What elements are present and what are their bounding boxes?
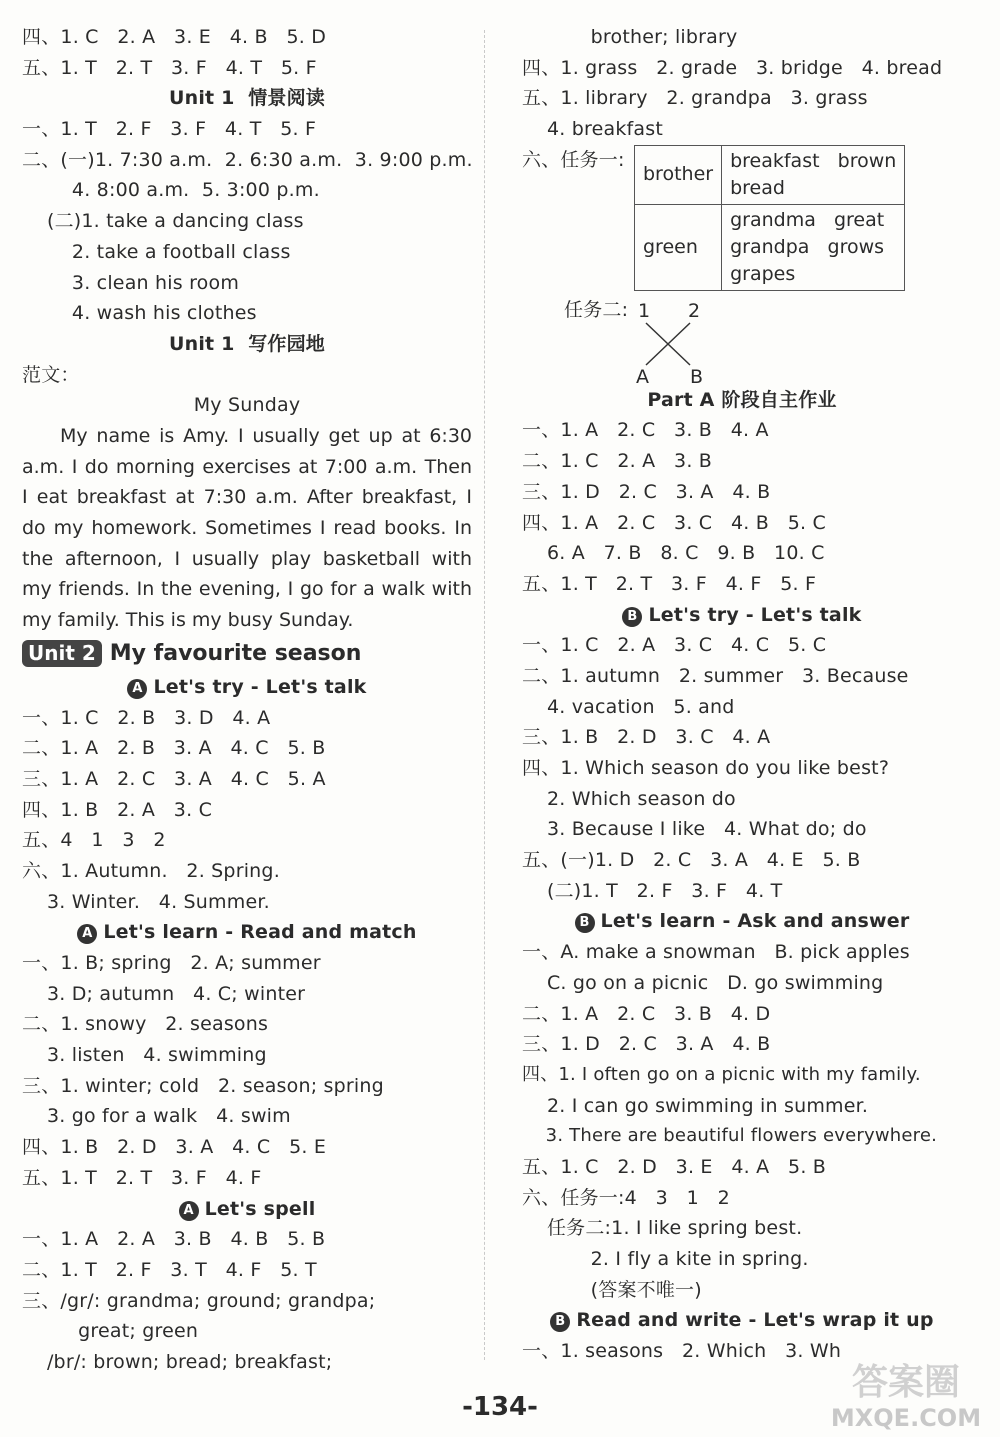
task1-label: 六、任务一: — [522, 148, 625, 171]
answer-line: 二、1. autumn 2. summer 3. Because — [522, 664, 909, 687]
section-title: Read and write - Let's wrap it up — [576, 1309, 934, 1332]
answer-line: 四、1. grass 2. grade 3. bridge 4. bread — [522, 56, 943, 79]
watermark-line2: MXQE.COM — [830, 1404, 982, 1432]
left-column — [22, 22, 472, 1378]
answer-line: 六、1. Autumn. 2. Spring. — [22, 859, 280, 882]
table-row — [635, 204, 905, 290]
match-diagram — [522, 295, 962, 385]
answer-line: 2. I can go swimming in summer. — [522, 1094, 869, 1117]
answer-line: /br/: brown; bread; breakfast; — [22, 1350, 333, 1373]
match-bottom-b: B — [690, 365, 704, 385]
page-number: -134- — [462, 1392, 538, 1422]
table-words-cell — [722, 145, 905, 204]
answer-line: 3. clean his room — [22, 271, 240, 294]
section-letter-icon: B — [575, 913, 595, 933]
answer-line: 一、1. seasons 2. Which 3. Wh — [522, 1340, 842, 1363]
section-title: Let's learn - Ask and answer — [600, 910, 910, 933]
answer-line: 4. breakfast — [522, 118, 663, 141]
table-key-cell: brother — [635, 145, 722, 204]
match-lines-graphic — [522, 295, 962, 385]
answer-line: 六、任务一:4 3 1 2 — [522, 1186, 730, 1209]
word-line: grandma great — [730, 208, 885, 231]
answer-line: 6. A 7. B 8. C 9. B 10. C — [522, 542, 825, 565]
section-heading-parta: Part A 阶段自主作业 — [647, 388, 837, 411]
word-line: bread — [730, 176, 785, 199]
section-letter-icon: B — [622, 607, 642, 627]
section-title: Let's try - Let's talk — [153, 675, 367, 698]
answer-line: 四、1. B 2. D 3. A 4. C 5. E — [22, 1136, 327, 1159]
section-heading — [22, 1194, 472, 1225]
essay-title: My Sunday — [193, 394, 301, 417]
section-title: Let's try - Let's talk — [648, 603, 862, 626]
section-heading-reading: Unit 1 情景阅读 — [168, 87, 325, 110]
answer-line: (答案不唯一) — [522, 1278, 702, 1301]
answer-line: 3. go for a walk 4. swim — [22, 1105, 291, 1128]
answer-line: 二、1. A 2. C 3. B 4. D — [522, 1002, 771, 1025]
match-bottom-a: A — [636, 365, 649, 385]
answer-line: 四、1. A 2. C 3. C 4. B 5. C — [522, 511, 826, 534]
answer-line: 四、1. I often go on a picnic with my family. — [522, 1063, 921, 1085]
answer-line: 五、1. T 2. T 3. F 4. F 5. F — [522, 572, 817, 595]
task2-label: 任务二: — [564, 298, 629, 321]
watermark-line1: 答案圈 — [851, 1362, 961, 1403]
sample-label: 范文： — [22, 363, 80, 386]
answer-line: 一、1. C 2. B 3. D 4. A — [22, 706, 271, 729]
section-heading — [522, 1305, 962, 1336]
answer-line: 3. Because I like 4. What do; do — [522, 818, 867, 841]
section-heading — [22, 672, 472, 703]
word-line: grandpa grows — [730, 235, 885, 258]
answer-line: (二)1. T 2. F 3. F 4. T — [522, 879, 783, 902]
answer-line: 五、1. T 2. T 3. F 4. F — [22, 1166, 262, 1189]
answer-line: 二、(一)1. 7:30 a.m. 2. 6:30 a.m. 3. 9:00 p.m. — [22, 148, 473, 171]
section-heading — [522, 906, 962, 937]
section-heading-writing: Unit 1 写作园地 — [168, 332, 325, 355]
answer-line: great; green — [22, 1320, 199, 1343]
task1-block — [522, 145, 962, 295]
answer-line: 一、1. C 2. A 3. C 4. C 5. C — [522, 634, 827, 657]
answer-line: 一、1. A 2. C 3. B 4. A — [522, 419, 769, 442]
answer-line: 三、1. winter; cold 2. season; spring — [22, 1074, 384, 1097]
word-line: grapes — [730, 262, 796, 285]
answer-line: 4. 8:00 a.m. 5. 3:00 p.m. — [22, 179, 320, 202]
section-heading — [522, 600, 962, 631]
table-row — [635, 145, 905, 204]
section-letter-icon: A — [127, 679, 147, 699]
section-title: Let's spell — [204, 1197, 316, 1220]
unit2-header — [22, 636, 472, 672]
answer-line: 五、(一)1. D 2. C 3. A 4. E 5. B — [522, 849, 861, 872]
answer-line: 四、1. B 2. A 3. C — [22, 798, 213, 821]
answer-line: 三、1. D 2. C 3. A 4. B — [522, 1033, 771, 1056]
answer-line: 三、/gr/: grandma; ground; grandpa; — [22, 1289, 376, 1312]
essay-body — [22, 421, 472, 636]
answer-line: 一、1. B; spring 2. A; summer — [22, 952, 321, 975]
answer-line: 2. take a football class — [22, 240, 291, 263]
watermark-logo — [818, 1350, 994, 1434]
section-heading — [22, 917, 472, 948]
word-line: breakfast brown — [730, 149, 897, 172]
answer-line: 任务二:1. I like spring best. — [522, 1217, 803, 1240]
answer-line: 一、1. A 2. A 3. B 4. B 5. B — [22, 1228, 326, 1251]
essay-text: My name is Amy. I usually get up at 6:30 a.m. I do morning exercises at 7:00 a.m. Then I eat breakfast at 7:30 a.m. After breakfast, I do my homework. Sometimes I read books. In the afternoon, I usually play basketball with my friends. In the evening, I go for a walk with my family. This is my busy Sunday. — [22, 424, 472, 632]
answer-line: 五、1. T 2. T 3. F 4. T 5. F — [22, 56, 317, 79]
answer-line: 三、1. B 2. D 3. C 4. A — [522, 726, 771, 749]
table-key-cell: green — [635, 204, 722, 290]
answer-line: 二、1. snowy 2. seasons — [22, 1013, 269, 1036]
section-letter-icon: A — [179, 1201, 199, 1221]
answer-line: 2. I fly a kite in spring. — [522, 1248, 809, 1270]
answer-line: 四、1. Which season do you like best? — [522, 757, 890, 779]
answer-line: 二、1. A 2. B 3. A 4. C 5. B — [22, 737, 326, 760]
answer-line: 2. Which season do — [522, 787, 736, 810]
answer-line: 五、4 1 3 2 — [22, 829, 166, 852]
answer-line: 三、1. A 2. C 3. A 4. C 5. A — [22, 767, 326, 790]
table-words-cell — [722, 204, 905, 290]
answer-line: (二)1. take a dancing class — [22, 210, 304, 233]
answer-line: 3. There are beautiful flowers everywhere. — [522, 1125, 938, 1147]
section-letter-icon: B — [550, 1312, 570, 1332]
unit-title: My favourite season — [109, 640, 362, 666]
match-top-2: 2 — [688, 299, 701, 322]
match-top-1: 1 — [638, 299, 651, 322]
answer-line: 五、1. library 2. grandpa 3. grass — [522, 87, 868, 110]
answer-line: 二、1. T 2. F 3. T 4. F 5. T — [22, 1258, 317, 1281]
answer-line: 一、A. make a snowman B. pick apples — [522, 941, 910, 964]
right-column — [522, 22, 962, 1367]
word-group-table — [634, 145, 905, 291]
answer-line: 4. vacation 5. and — [522, 695, 735, 718]
answer-line: C. go on a picnic D. go swimming — [522, 971, 884, 994]
answer-line: 三、1. D 2. C 3. A 4. B — [522, 480, 771, 503]
column-divider — [484, 30, 485, 1360]
answer-line: brother; library — [522, 26, 738, 48]
answer-line: 3. listen 4. swimming — [22, 1044, 267, 1067]
answer-line: 一、1. T 2. F 3. F 4. T 5. F — [22, 118, 317, 141]
answer-line: 二、1. C 2. A 3. B — [522, 450, 713, 473]
answer-line: 3. Winter. 4. Summer. — [22, 890, 270, 913]
section-title: Let's learn - Read and match — [103, 921, 417, 944]
answer-line: 四、1. C 2. A 3. E 4. B 5. D — [22, 26, 327, 48]
unit-badge: Unit 2 — [22, 640, 102, 667]
answer-line: 五、1. C 2. D 3. E 4. A 5. B — [522, 1155, 827, 1178]
answer-line: 4. wash his clothes — [22, 302, 257, 325]
answer-line: 3. D; autumn 4. C; winter — [22, 982, 306, 1005]
section-letter-icon: A — [77, 924, 97, 944]
